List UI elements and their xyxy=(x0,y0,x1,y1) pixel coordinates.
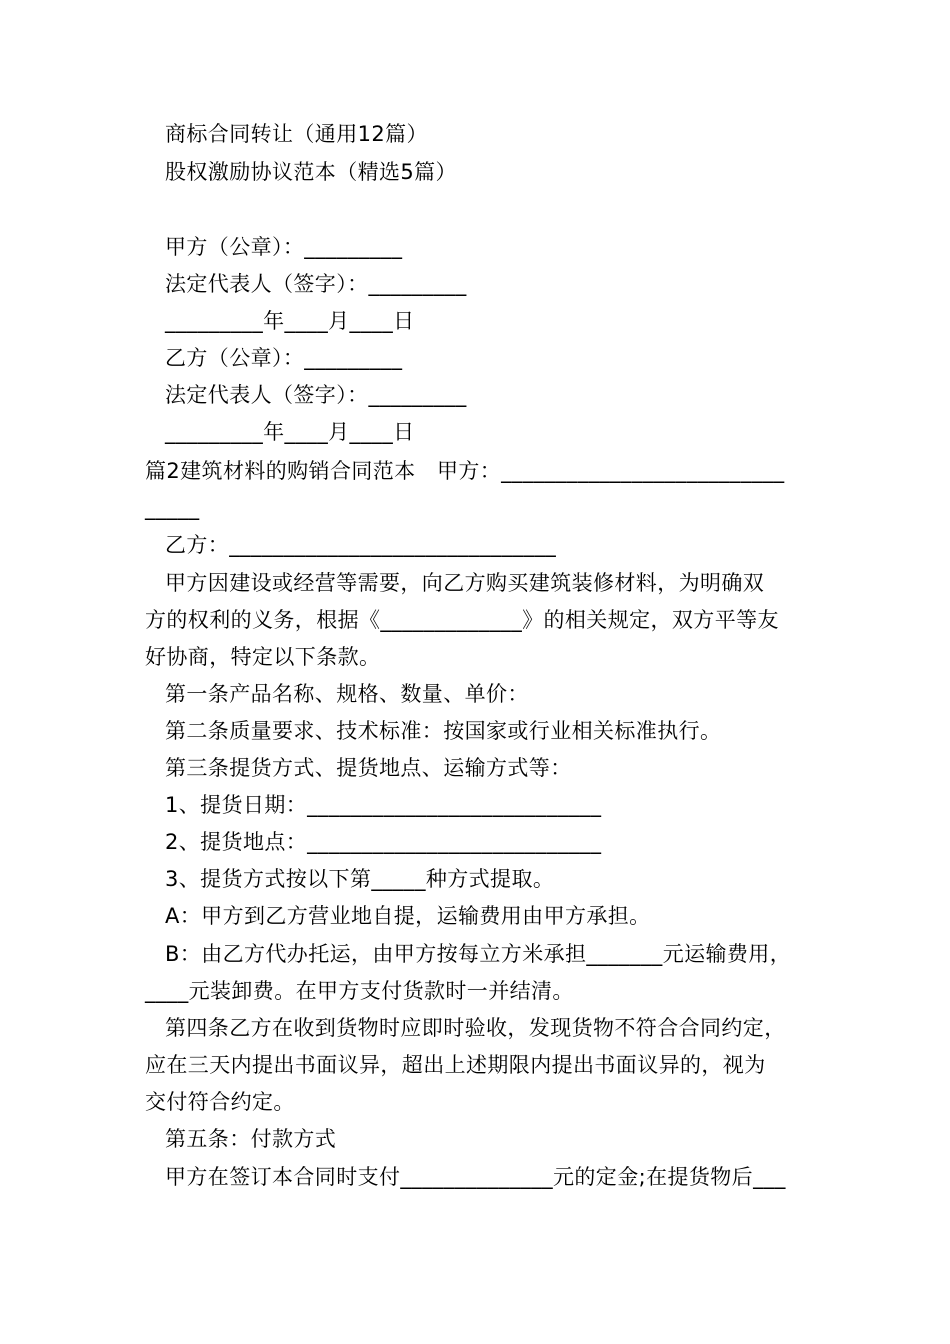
clause-2: 第二条质量要求、技术标准：按国家或行业相关标准执行。 xyxy=(165,719,722,743)
clause-4-2: 应在三天内提出书面议异，超出上述期限内提出书面议异的，视为 xyxy=(145,1053,766,1077)
clause-3-option-b-2: ____元装卸费。在甲方支付货款时一并结清。 xyxy=(145,979,574,1003)
party-b-representative: 法定代表人（签字）：_________ xyxy=(165,383,467,407)
party-a-date: _________年____月____日 xyxy=(165,309,415,333)
clause-3-item-2: 2、提货地点：___________________________ xyxy=(165,830,602,854)
party-b-date: _________年____月____日 xyxy=(165,420,415,444)
party-b-seal: 乙方（公章）：_________ xyxy=(165,346,403,370)
clause-3: 第三条提货方式、提货地点、运输方式等： xyxy=(165,756,572,780)
clause-3-item-3: 3、提货方式按以下第_____种方式提取。 xyxy=(165,867,555,891)
clause-5-payment: 甲方在签订本合同时支付______________元的定金;在提货物后___ xyxy=(165,1165,786,1189)
related-link-trademark[interactable]: 商标合同转让（通用12篇） xyxy=(165,122,428,146)
related-link-equity[interactable]: 股权激励协议范本（精选5篇） xyxy=(165,160,457,184)
paragraph-intro-2: 方的权利的义务，根据《_____________》的相关规定，双方平等友 xyxy=(145,608,779,632)
section-heading: 篇2建筑材料的购销合同范本 甲方：__________________________ xyxy=(145,459,785,483)
party-b-line: 乙方：______________________________ xyxy=(165,533,557,557)
party-a-seal: 甲方（公章）：_________ xyxy=(165,235,403,259)
clause-3-option-a: A：甲方到乙方营业地自提，运输费用由甲方承担。 xyxy=(165,904,651,928)
party-a-representative: 法定代表人（签字）：_________ xyxy=(165,272,467,296)
clause-4-1: 第四条乙方在收到货物时应即时验收，发现货物不符合合同约定， xyxy=(165,1016,786,1040)
section-heading-continued: _____ xyxy=(145,496,200,520)
clause-5: 第五条：付款方式 xyxy=(165,1127,337,1151)
clause-3-item-1: 1、提货日期：___________________________ xyxy=(165,793,602,817)
clause-3-option-b-1: B：由乙方代办托运，由甲方按每立方米承担_______元运输费用， xyxy=(165,942,792,966)
paragraph-intro-1: 甲方因建设或经营等需要，向乙方购买建筑装修材料，为明确双 xyxy=(165,571,765,595)
paragraph-intro-3: 好协商，特定以下条款。 xyxy=(145,645,381,669)
clause-4-3: 交付符合约定。 xyxy=(145,1090,295,1114)
clause-1: 第一条产品名称、规格、数量、单价： xyxy=(165,682,529,706)
